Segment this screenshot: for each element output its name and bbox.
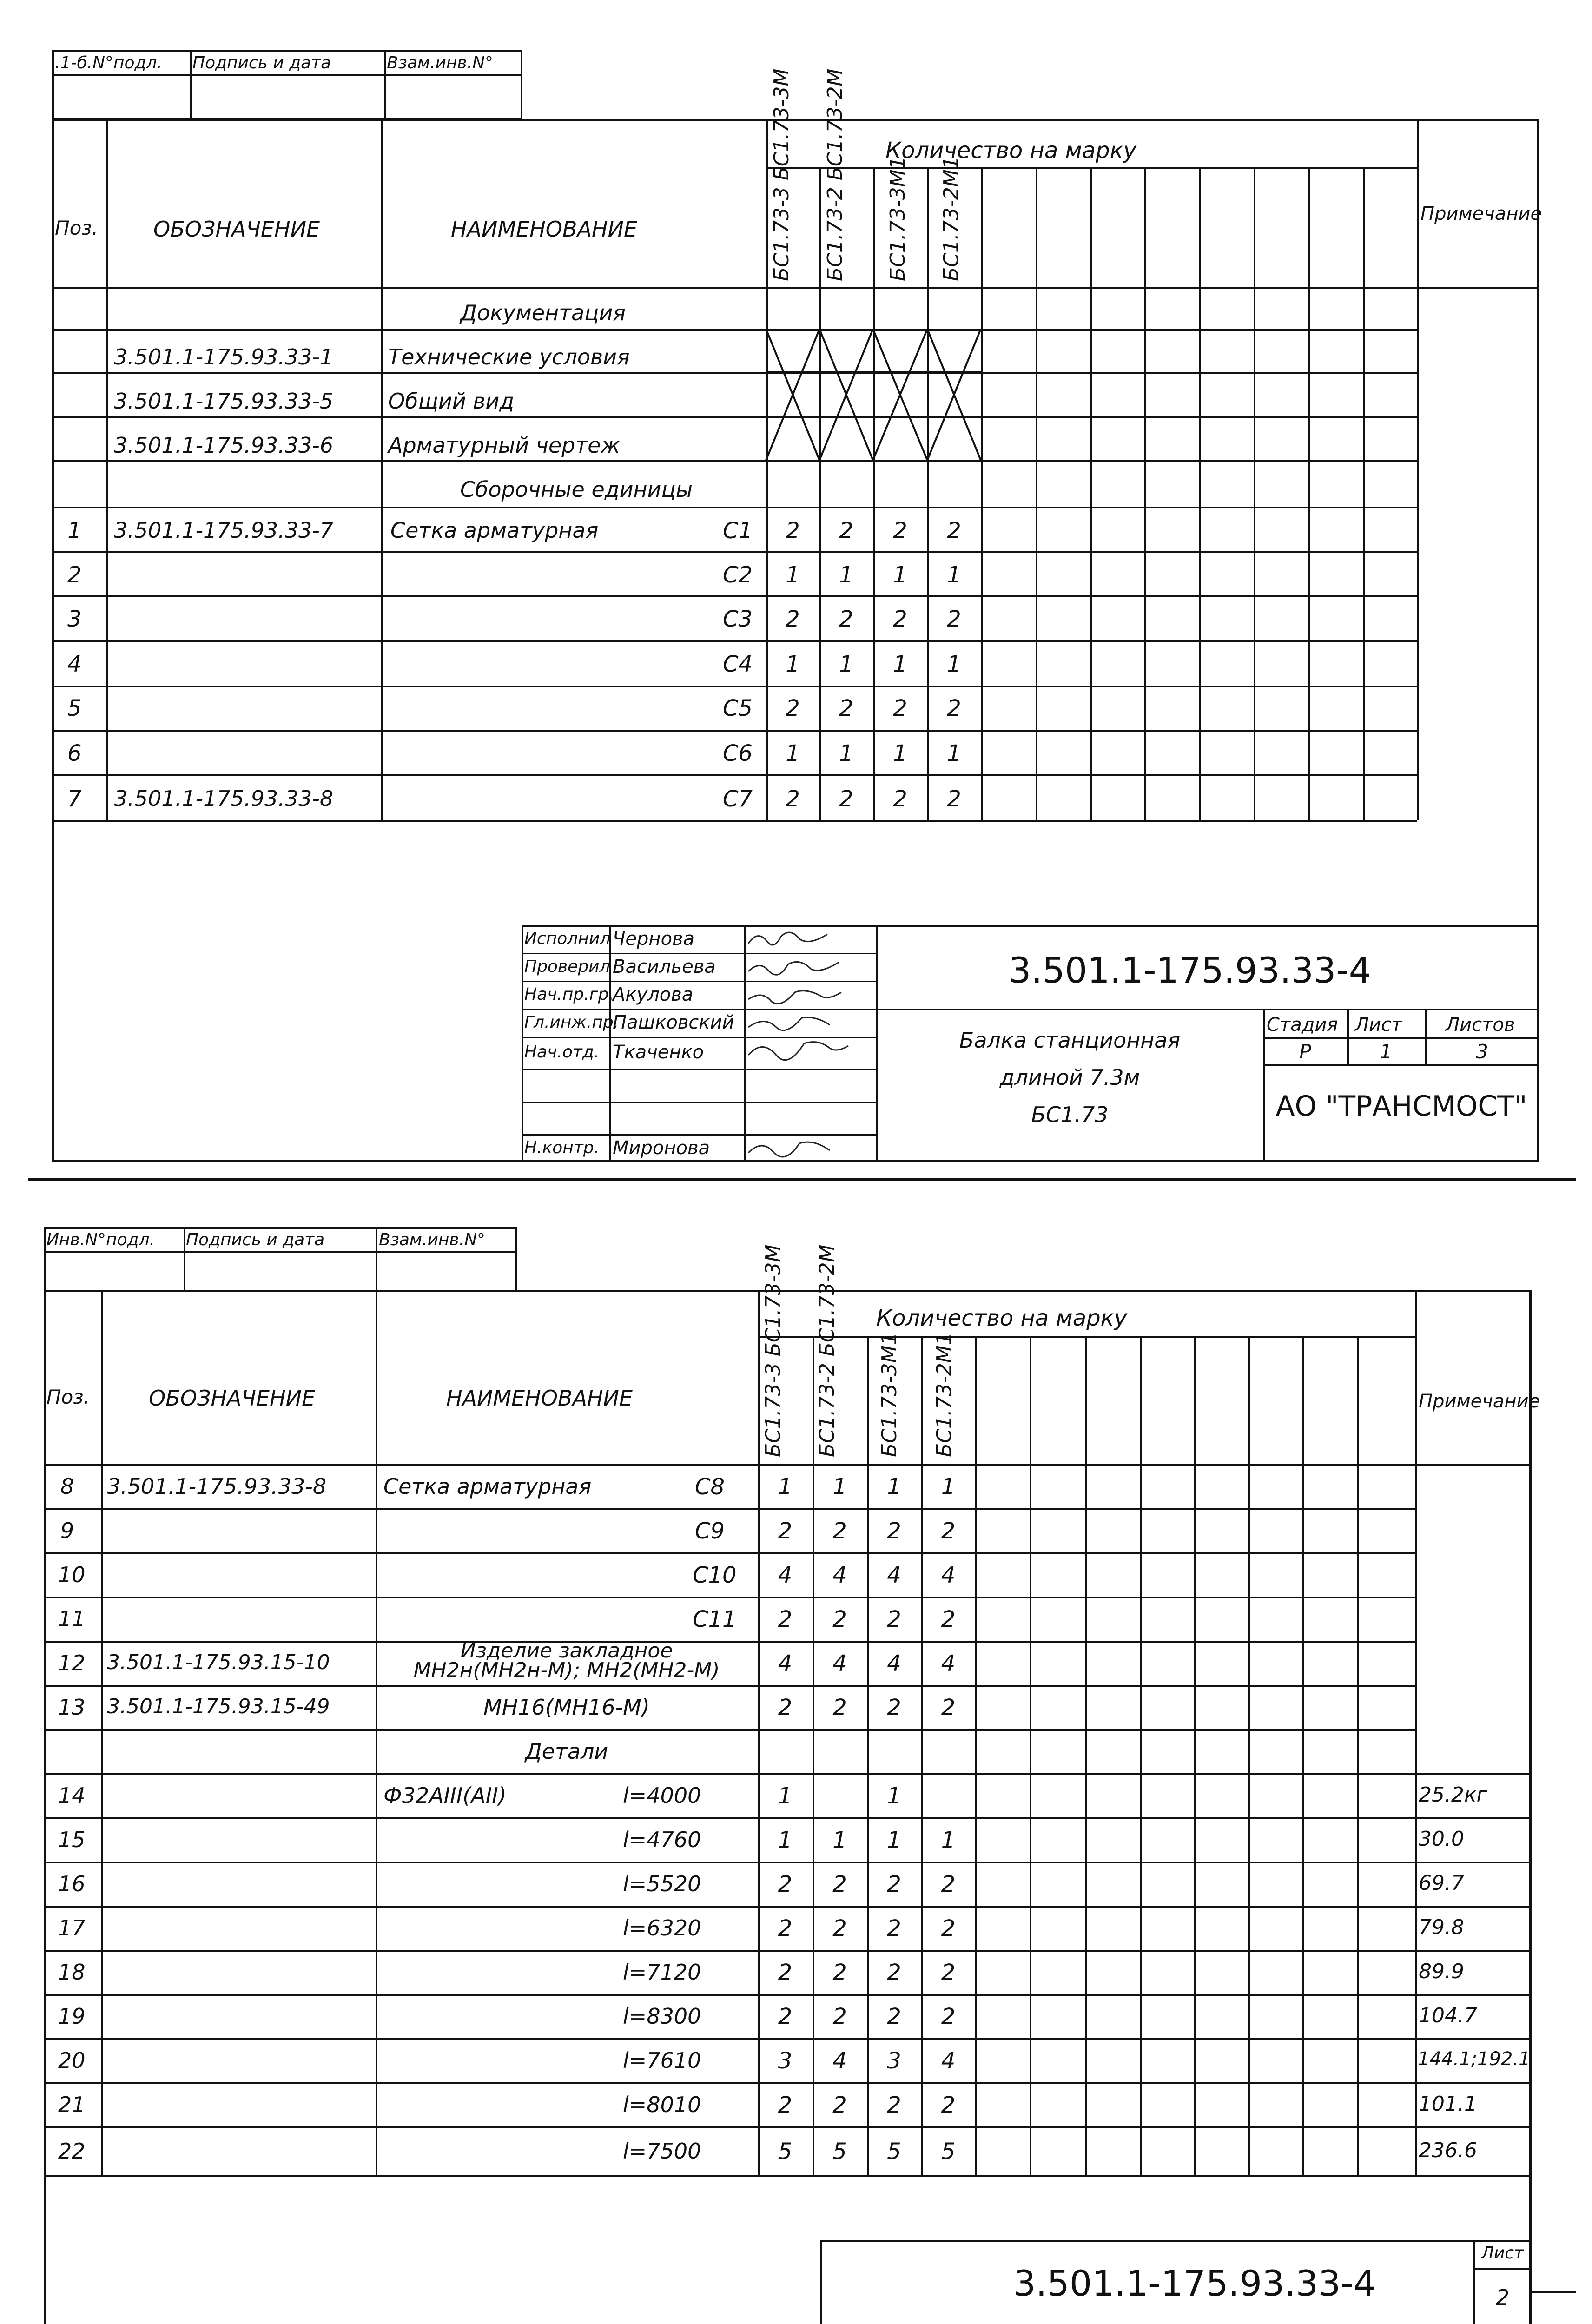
sheet-separator: [28, 1178, 1576, 1181]
header2-qty: Количество на марку: [876, 1305, 1128, 1331]
header-name: НАИМЕНОВАНИЕ: [451, 217, 638, 242]
mark2-col-1: БС1.73-3 БС1.73-3М: [761, 1244, 785, 1457]
role-4: Гл.инж.пр.: [524, 1013, 619, 1032]
person-1: Чернова: [613, 928, 695, 950]
stamp-replace-label: Взам.инв.N°: [387, 53, 494, 73]
role-2: Проверил: [524, 957, 610, 976]
company-name: АО "ТРАНСМОСТ": [1275, 1090, 1527, 1122]
person-4: Пашковский: [613, 1012, 734, 1033]
section-assemblies: Сборочные единицы: [460, 477, 693, 502]
section-documentation: Документация: [460, 300, 626, 325]
section-details: Детали: [525, 1739, 608, 1764]
footer-tick: [1532, 2291, 1576, 2293]
stamp2-sign-label: Подпись и дата: [186, 1230, 325, 1249]
stage-label: Стадия: [1267, 1014, 1338, 1036]
title-line-2: длиной 7.3м: [999, 1065, 1140, 1090]
person-7: Миронова: [613, 1137, 710, 1159]
sheets-value: 3: [1476, 1040, 1488, 1063]
header2-designation: ОБОЗНАЧЕНИЕ: [149, 1386, 316, 1411]
mark2-col-3: БС1.73-3М1: [878, 1332, 901, 1457]
doc-1-name: Технические условия: [388, 344, 630, 370]
doc-3-designation: 3.501.1-175.93.33-6: [114, 433, 334, 458]
doc-3-name: Арматурный чертеж: [388, 433, 620, 458]
doc-1-designation: 3.501.1-175.93.33-1: [114, 344, 334, 370]
person-5: Ткаченко: [613, 1042, 704, 1063]
sheets-label: Листов: [1446, 1014, 1515, 1036]
doc-2-name: Общий вид: [388, 389, 515, 414]
footer-doc-number: 3.501.1-175.93.33-4: [1013, 2263, 1376, 2304]
header-designation: ОБОЗНАЧЕНИЕ: [153, 217, 320, 242]
role-1: Исполнил: [524, 929, 611, 948]
mark-col-1: БС1.73-3 БС1.73-3М: [770, 68, 793, 281]
stamp2-replace-label: Взам.инв.N°: [379, 1230, 486, 1249]
role-7: Н.контр.: [524, 1138, 600, 1157]
mark2-col-2: БС1.73-2 БС1.73-2М: [815, 1244, 839, 1457]
role-3: Нач.пр.гр.: [524, 985, 614, 1004]
doc-2-designation: 3.501.1-175.93.33-5: [114, 389, 334, 414]
header2-name: НАИМЕНОВАНИЕ: [446, 1386, 633, 1411]
person-2: Васильева: [613, 956, 716, 977]
person-3: Акулова: [613, 984, 694, 1005]
sheet-value: 1: [1380, 1040, 1392, 1063]
mark2-col-4: БС1.73-2М1: [932, 1332, 956, 1457]
stamp2-inv-label: Инв.N°подл.: [46, 1230, 155, 1249]
mark-col-3: БС1.73-3М1: [886, 156, 910, 281]
mark-col-2: БС1.73-2 БС1.73-2М: [823, 68, 847, 281]
doc-number: 3.501.1-175.93.33-4: [1009, 950, 1372, 991]
header2-note: Примечание: [1419, 1391, 1540, 1412]
stamp-sign-label: Подпись и дата: [192, 53, 331, 73]
header-pos: Поз.: [55, 217, 98, 239]
footer-sheet-value: 2: [1495, 2285, 1510, 2310]
header-note: Примечание: [1420, 203, 1542, 224]
role-5: Нач.отд.: [524, 1043, 600, 1062]
stage-value: Р: [1299, 1040, 1311, 1063]
mark-col-4: БС1.73-2М1: [939, 156, 963, 281]
stamp-inv-label: .1-б.N°подл.: [55, 53, 162, 73]
header2-pos: Поз.: [46, 1386, 90, 1408]
title-line-3: БС1.73: [1031, 1102, 1109, 1127]
header-qty: Количество на марку: [885, 138, 1137, 164]
title-line-1: Балка станционная: [959, 1028, 1181, 1053]
footer-sheet-label: Лист: [1481, 2244, 1524, 2263]
sheet-label: Лист: [1355, 1014, 1402, 1036]
